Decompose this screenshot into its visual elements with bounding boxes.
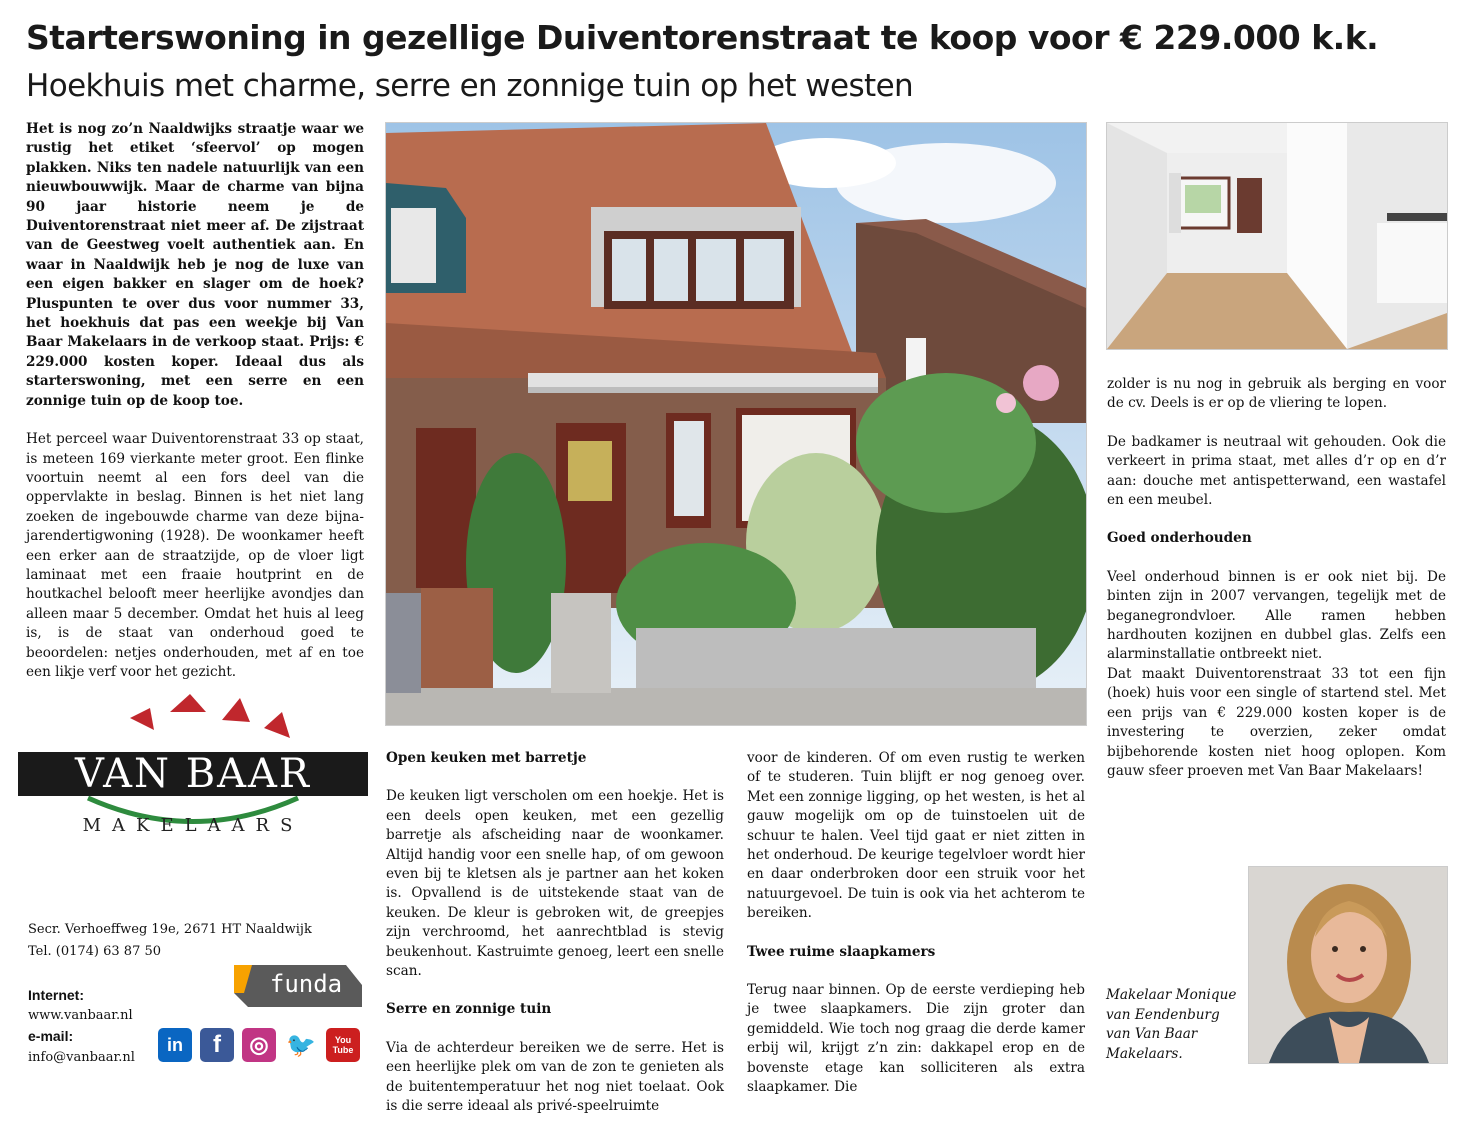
subhead-kitchen: Open keuken met barretje: [386, 750, 587, 766]
subhead-serre: Serre en zonnige tuin: [386, 1001, 552, 1018]
agent-portrait: [1248, 866, 1448, 1064]
garden-paragraph: voor de kinderen. Of om even rustig te werken of te studeren. Tuin blijft er nog genoeg over. Met een zonnige ligging, op het westen, is het al gauw mogelijk om op de tuinstoelen uit de schuur te halen. Veel tijd gaat er niet zitten in het onderhoud. De keurige tegelvloer wordt hier en daar onderbroken door een struik voor het natuurgevoel. De tuin is ook via het achterom te bereiken.: [747, 750, 1085, 922]
instagram-icon[interactable]: ◎: [242, 1028, 276, 1062]
internet-label: Internet:: [28, 987, 84, 1003]
email-label: e-mail:: [28, 1028, 74, 1044]
lead-paragraph: Het is nog zo’n Naaldwijks straatje waar we rustig het etiket ‘sfeervol’ op mogen plakken. Niks ten nadele natuurlijk van een nieuwbouwwijk. Maar de charme van bijna 90 jaar historie neem je de Duiventorenstraat niet meer af. De zijstraat van de Geestweg voelt authentiek aan. En waar in Naaldwijk heb je nog de luxe van een eigen bakker en slager om de hoek? Pluspunten te over dus voor nummer 33, het hoekhuis dat pas een weekje bij Van Baar Makelaars in de verkoop staat. Prijs: € 229.000 kosten koper. Ideaal dus als starterswoning, met een serre en een zonnige tuin op de koop toe.: [26, 121, 364, 409]
youtube-icon[interactable]: You Tube: [326, 1028, 360, 1062]
column-kitchen: [386, 749, 724, 1136]
bathroom-paragraph: De badkamer is neutraal wit gehouden. Ook die verkeert in prima staat, met alles d’r op en d’r aan: douche met antispetterwand, een wastafel en een meubel.: [1107, 433, 1446, 509]
facebook-icon[interactable]: f: [200, 1028, 234, 1062]
email-link[interactable]: info@vanbaar.nl: [28, 1050, 135, 1065]
column-maintenance: [1107, 375, 1446, 800]
house-photo: [385, 122, 1087, 726]
linkedin-icon[interactable]: in: [158, 1028, 192, 1062]
twitter-icon[interactable]: 🐦: [284, 1028, 318, 1062]
funda-badge[interactable]: [234, 965, 362, 1007]
website-link[interactable]: www.vanbaar.nl: [28, 1008, 133, 1023]
column-intro: [26, 120, 364, 701]
funda-label: funda: [269, 970, 343, 998]
attic-paragraph: zolder is nu nog in gebruik als berging en voor de cv. Deels is er op de vliering te lopen.: [1107, 376, 1446, 412]
van-baar-logo: [18, 690, 368, 850]
logo-sub: MAKELAARS: [82, 815, 304, 836]
interior-photo: [1106, 122, 1448, 350]
subhead-maintenance: Goed onderhouden: [1107, 530, 1252, 547]
subhead-bedrooms: Twee ruime slaapkamers: [747, 943, 936, 960]
maintenance-paragraph: Veel onderhoud binnen is er ook niet bij. De binten zijn in 2007 vervangen, tegelijk met de beganegrondvloer. Alle ramen hebben hardhouten kozijnen en dubbel glas. Zelfs een alarminstallatie ontbreekt niet.: [1107, 568, 1446, 663]
closing-paragraph: Dat maakt Duiventorenstraat 33 tot een fijn (hoek) huis voor een single of startend stel. Met een prijs van € 229.000 kosten koper is de investering te overzien, zeker omdat bijbehorende kosten niet hoog oplopen. Kom gauw sfeer proeven met Van Baar Makelaars!: [1107, 665, 1446, 779]
address: Secr. Verhoeffweg 19e, 2671 HT Naaldwijk: [28, 922, 312, 937]
page-subtitle: Hoekhuis met charme, serre en zonnige tuin op het westen: [26, 68, 914, 104]
bedrooms-paragraph: Terug naar binnen. Op de eerste verdieping heb je twee slaapkamers. Die zijn groter dan gemiddeld. Wie toch nog graag die derde kamer erbij wil, krijgt z’n zin: dakkapel erop en de bovenste etage kan solliciteren als extra slaapkamer. Die: [747, 982, 1085, 1096]
page-title: Starterswoning in gezellige Duiventorenstraat te koop voor € 229.000 k.k.: [26, 18, 1379, 57]
serre-paragraph: Via de achterdeur bereiken we de serre. Het is een heerlijke plek om van de zon te genieten als de buitentemperatuur het nog niet toelaat. Ook is die serre ideaal als privé-speelruimte: [386, 1039, 724, 1115]
kitchen-paragraph: De keuken ligt verscholen om een hoekje. Het is een deels open keuken, met een gezellig barretje als afscheiding naar de woonkamer. Altijd handig voor een snelle hap, of om gewoon even bij te kletsen als je partner aan het koken is. Opvallend is de uitstekende staat van de keuken. De kleur is gebroken wit, de greepjes zijn verchroomd, het aanrechtblad is stevig beukenhout. Kastruimte genoeg, leert een snelle scan.: [386, 788, 724, 980]
agent-caption: Makelaar Monique van Eendenburg van Van Baar Makelaars.: [1106, 987, 1237, 1062]
logo-name: VAN BAAR: [74, 751, 312, 797]
phone: Tel. (0174) 63 87 50: [28, 944, 162, 959]
column-bedrooms: [747, 749, 1085, 1117]
body-paragraph: Het perceel waar Duiventorenstraat 33 op staat, is meteen 169 vierkante meter groot. Een flinke voortuin neemt al een fors deel van die oppervlakte in beslag. Binnen is het niet lang zoeken de ingebouwde charme van deze bijna-jarendertigwoning (1928). De woonkamer heeft een erker aan de straatzijde, op de vloer ligt laminaat met een fraaie houtprint en de houtkachel belooft meer heerlijke avondjes dan alleen maar 5 december. Omdat het huis al leeg is, is de staat van onderhoud goed te beoordelen: netjes onderhouden, met af en toe een likje verf voor het gezicht.: [26, 431, 364, 680]
